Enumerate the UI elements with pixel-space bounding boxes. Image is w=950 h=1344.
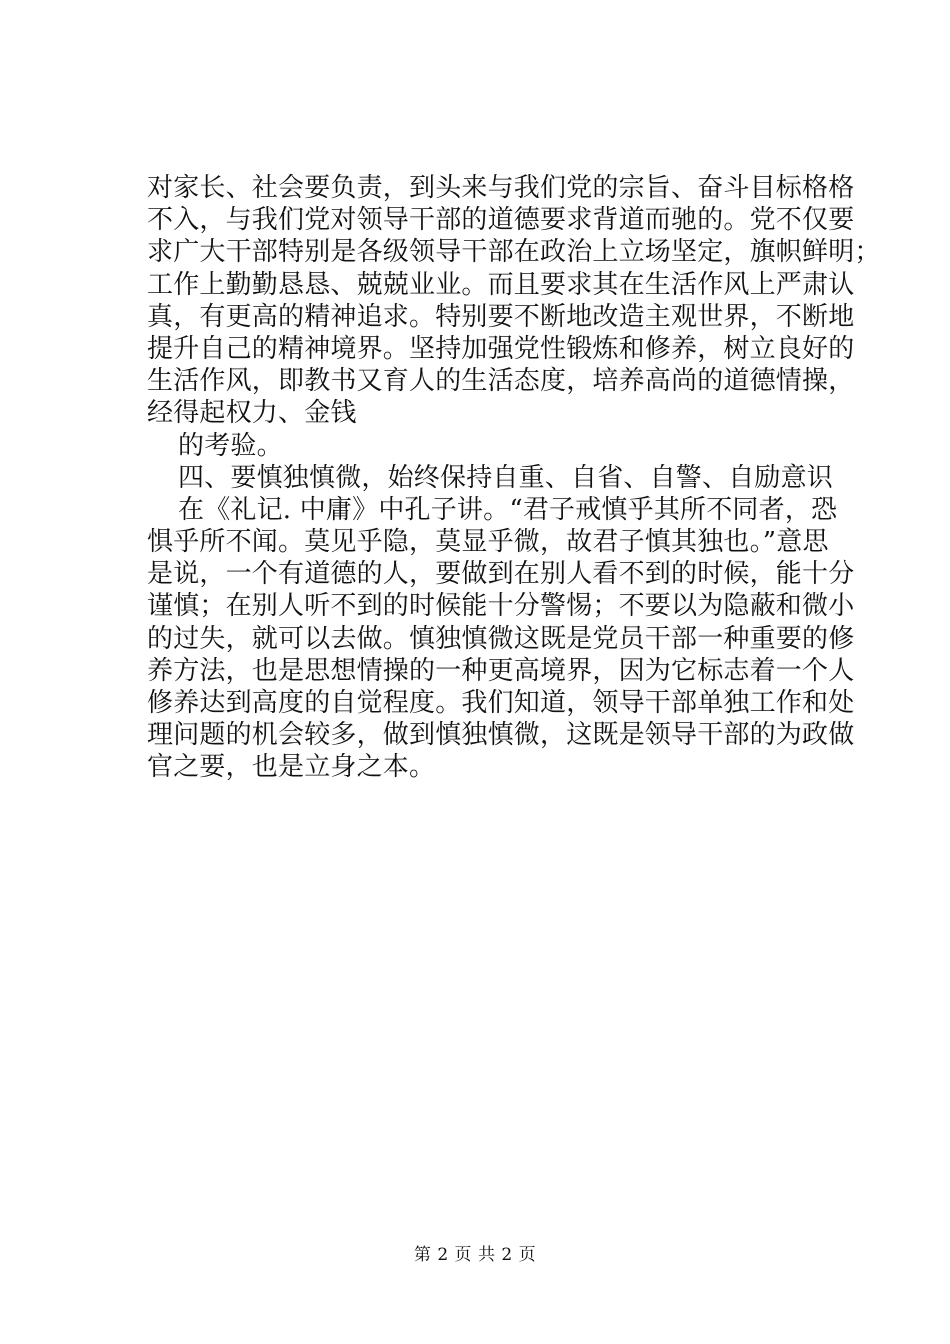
text-line: 提升自己的精神境界。坚持加强党性锻炼和修养，树立良好的 bbox=[147, 333, 855, 364]
text-line: 不入，与我们党对领导干部的道德要求背道而驰的。党不仅要 bbox=[147, 205, 855, 236]
text-line: 谨慎；在别人听不到的时候能十分警惕；不要以为隐蔽和微小 bbox=[147, 591, 855, 622]
text-line: 是说，一个有道德的人，要做到在别人看不到的时候，能十分 bbox=[147, 559, 855, 590]
text-line: 对家长、社会要负责，到头来与我们党的宗旨、奋斗目标格格 bbox=[147, 173, 855, 203]
text-line: 经得起权力、金钱 bbox=[147, 398, 357, 429]
text-line: 生活作风，即教书又育人的生活态度，培养高尚的道德情操， bbox=[147, 366, 855, 397]
text-line: 惧乎所不闻。莫见乎隐，莫显乎微，故君子慎其独也。”意思 bbox=[147, 527, 829, 558]
text-line: 求广大干部特别是各级领导干部在政治上立场坚定，旗帜鲜明； bbox=[147, 237, 881, 268]
document-body bbox=[147, 172, 881, 784]
text-line: 理问题的机会较多，做到慎独慎微，这既是领导干部的为政做 bbox=[147, 720, 855, 751]
text-line: 真，有更高的精神追求。特别要不断地改造主观世界，不断地 bbox=[147, 301, 855, 332]
text-line: 官之要，也是立身之本。 bbox=[147, 752, 436, 783]
page-number-footer: 第 2 页 共 2 页 bbox=[413, 1245, 537, 1265]
section-heading: 四、要慎独慎微，始终保持自重、自省、自警、自励意识 bbox=[178, 462, 834, 493]
text-line: 工作上勤勤恳恳、兢兢业业。而且要求其在生活作风上严肃认 bbox=[147, 269, 855, 300]
text-line: 养方法，也是思想情操的一种更高境界，因为它标志着一个人 bbox=[147, 655, 855, 686]
text-line: 在《礼记. 中庸》中孔子讲。“君子戒慎乎其所不同者，恐 bbox=[178, 494, 838, 525]
text-line: 修养达到高度的自觉程度。我们知道，领导干部单独工作和处 bbox=[147, 688, 855, 718]
text-line: 的考验。 bbox=[178, 430, 283, 461]
text-line: 的过失，就可以去做。慎独慎微这既是党员干部一种重要的修 bbox=[147, 623, 855, 654]
